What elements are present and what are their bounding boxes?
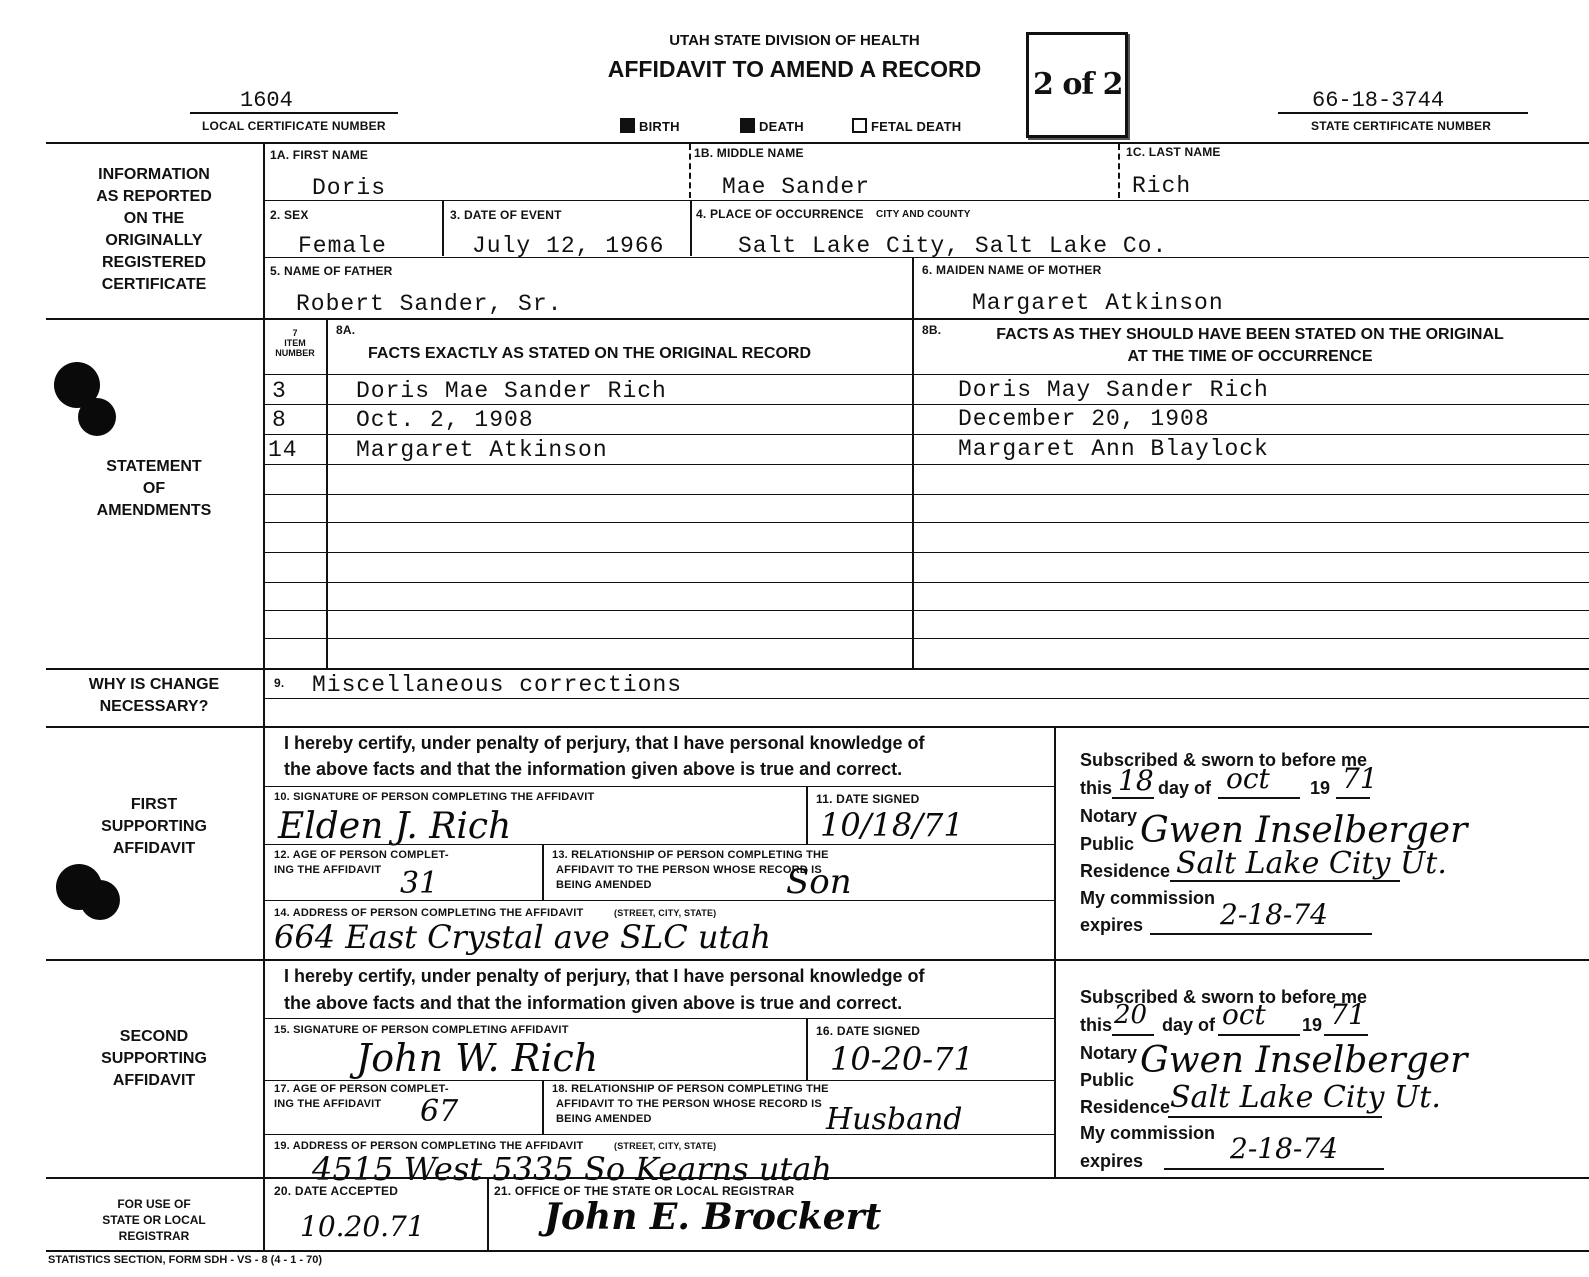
second-age-value: 67	[420, 1094, 459, 1129]
first-signature: Elden J. Rich	[278, 806, 512, 847]
rule	[263, 1018, 1054, 1019]
first-jurat-expires: expires	[1080, 915, 1144, 935]
rule	[263, 257, 1589, 258]
rule	[1218, 1034, 1300, 1036]
second-signature-label: 15. SIGNATURE OF PERSON COMPLETING AFFIDAVIT	[274, 1024, 569, 1036]
sex-value: Female	[298, 233, 387, 259]
first-date-label: 11. DATE SIGNED	[816, 792, 920, 806]
rule	[263, 1134, 1054, 1135]
rule	[487, 1177, 489, 1250]
second-jurat-month: oct	[1222, 998, 1266, 1031]
rule	[46, 1250, 1589, 1252]
rule	[263, 786, 1054, 787]
second-jurat-notary-name: Gwen Inselberger	[1140, 1040, 1468, 1081]
second-jurat-expires: expires	[1080, 1151, 1144, 1171]
last-name-value: Rich	[1132, 173, 1192, 199]
rule	[263, 434, 1589, 435]
checkbox-fetal-label: FETAL DEATH	[871, 119, 962, 134]
first-address-sub-label: (STREET, CITY, STATE)	[614, 908, 717, 918]
first-date-signed: 10/18/71	[820, 806, 964, 844]
second-jurat-this: this	[1080, 1015, 1113, 1035]
first-address-label: 14. ADDRESS OF PERSON COMPLETING THE AFFIDAVIT	[274, 907, 584, 919]
first-jurat-public: Public	[1080, 834, 1135, 854]
table-row-corrected: Doris May Sander Rich	[958, 377, 1269, 403]
second-relationship-label-1: 18. RELATIONSHIP OF PERSON COMPLETING THE	[552, 1083, 829, 1095]
rule	[1054, 726, 1056, 1177]
table-row-original: Margaret Atkinson	[356, 437, 608, 463]
rule	[263, 582, 1589, 583]
certification-line-1: I hereby certify, under penalty of perjury, that I have personal knowledge of	[284, 733, 925, 753]
second-address-label: 19. ADDRESS OF PERSON COMPLETING THE AFFIDAVIT	[274, 1140, 584, 1152]
rule	[1118, 144, 1120, 198]
rule	[263, 200, 1589, 201]
second-jurat-year: 71	[1330, 998, 1366, 1031]
mother-name-value: Margaret Atkinson	[972, 290, 1224, 316]
first-jurat-residence-value: Salt Lake City Ut.	[1176, 846, 1447, 881]
checkbox-birth[interactable]	[620, 118, 680, 134]
second-age-label-1: 17. AGE OF PERSON COMPLET-	[274, 1083, 449, 1095]
rule	[806, 1018, 808, 1080]
form-footer: STATISTICS SECTION, FORM SDH - VS - 8 (4 - 1 - 70)	[48, 1254, 323, 1266]
table-row-corrected: December 20, 1908	[958, 406, 1210, 432]
first-address-value: 664 East Crystal ave SLC utah	[274, 918, 772, 956]
checkbox-birth-label: BIRTH	[639, 119, 680, 134]
section-info-label: INFORMATION AS REPORTED ON THE ORIGINALLY REGISTERED CERTIFICATE	[96, 166, 212, 293]
page-stamp	[1026, 32, 1128, 138]
item-number-num: 7	[292, 328, 298, 338]
place-of-occurrence-label: 4. PLACE OF OCCURRENCE	[696, 207, 864, 221]
first-age-label-2: ING THE AFFIDAVIT	[274, 864, 382, 876]
second-address-sub-label: (STREET, CITY, STATE)	[614, 1141, 717, 1151]
second-date-label: 16. DATE SIGNED	[816, 1024, 921, 1038]
second-signature: John W. Rich	[356, 1036, 599, 1080]
second-jurat-notary: Notary	[1080, 1043, 1138, 1063]
rule	[263, 494, 1589, 495]
first-relationship-label-1: 13. RELATIONSHIP OF PERSON COMPLETING THE	[552, 849, 829, 861]
rule	[46, 726, 1589, 728]
rule	[1170, 880, 1400, 882]
second-jurat-residence-value: Salt Lake City Ut.	[1170, 1080, 1441, 1115]
first-jurat-day-of: day of	[1158, 778, 1212, 798]
rule	[263, 1080, 1054, 1081]
second-jurat-commission: My commission	[1080, 1123, 1216, 1143]
first-relationship-label-2: AFFIDAVIT TO THE PERSON WHOSE RECORD IS	[556, 864, 822, 876]
rule	[46, 318, 1589, 320]
rule	[263, 844, 1054, 845]
last-name-label: 1C. LAST NAME	[1126, 145, 1221, 159]
rule-top	[46, 142, 1589, 144]
first-jurat-year-prefix: 19	[1310, 778, 1331, 798]
date-accepted-value: 10.20.71	[300, 1210, 425, 1243]
col-a-number: 8A.	[336, 323, 356, 337]
rule	[1112, 1034, 1154, 1036]
place-of-occurrence-value: Salt Lake City, Salt Lake Co.	[738, 233, 1168, 259]
local-certificate-label: LOCAL CERTIFICATE NUMBER	[202, 119, 386, 133]
second-jurat-residence: Residence	[1080, 1097, 1171, 1117]
certification-line-1: I hereby certify, under penalty of perjury, that I have personal knowledge of	[284, 966, 925, 986]
sex-label: 2. SEX	[270, 208, 309, 222]
state-certificate-number: 66-18-3744	[1312, 88, 1445, 113]
item-number-header	[266, 328, 324, 358]
first-jurat-this: this	[1080, 778, 1113, 798]
section-amendments-label: STATEMENT OF AMENDMENTS	[96, 458, 212, 519]
rule	[263, 464, 1589, 465]
table-row-corrected: Margaret Ann Blaylock	[958, 436, 1269, 462]
section-registrar-label: FOR USE OF STATE OR LOCAL REGISTRAR	[102, 1197, 206, 1243]
second-jurat-year-prefix: 19	[1302, 1015, 1323, 1035]
first-jurat-commission: My commission	[1080, 888, 1216, 908]
section-second-affidavit-label: SECOND SUPPORTING AFFIDAVIT	[101, 1028, 207, 1089]
second-jurat-day: 20	[1114, 1000, 1148, 1030]
second-jurat-day-of: day of	[1162, 1015, 1216, 1035]
rule	[263, 522, 1589, 523]
first-jurat-expires-value: 2-18-74	[1220, 898, 1328, 931]
rule	[1324, 1034, 1368, 1036]
first-jurat-notary-name: Gwen Inselberger	[1140, 810, 1468, 851]
rule	[46, 1177, 1589, 1179]
rule	[442, 200, 444, 256]
form-title: AFFIDAVIT TO AMEND A RECORD	[607, 56, 982, 82]
rule	[1150, 933, 1372, 935]
checkbox-death-box[interactable]	[740, 118, 755, 133]
checkbox-fetal-box[interactable]	[852, 118, 867, 133]
rule	[263, 552, 1589, 553]
rule	[689, 144, 691, 198]
first-jurat-year: 71	[1342, 762, 1378, 795]
rule	[1164, 1168, 1384, 1170]
rule	[326, 318, 328, 668]
first-relationship-label-3: BEING AMENDED	[556, 879, 652, 891]
rule	[46, 668, 1589, 670]
father-name-value: Robert Sander, Sr.	[296, 291, 563, 317]
registrar-office-label: 21. OFFICE OF THE STATE OR LOCAL REGISTRAR	[494, 1184, 795, 1198]
table-row-item: 14	[268, 437, 298, 463]
section-first-affidavit-label: FIRST SUPPORTING AFFIDAVIT	[101, 796, 207, 857]
col-b-number: 8B.	[922, 323, 942, 337]
rule	[263, 900, 1054, 901]
rule	[1336, 797, 1370, 799]
second-jurat-line-1: Subscribed & sworn to before me	[1080, 987, 1368, 1007]
rule	[263, 698, 1589, 699]
rule	[542, 844, 544, 900]
first-jurat-day: 18	[1118, 764, 1154, 797]
first-relationship-value: Son	[786, 862, 852, 902]
table-row-item: 3	[272, 378, 287, 404]
rule	[806, 786, 808, 844]
second-relationship-value: Husband	[826, 1102, 963, 1137]
table-row-original: Doris Mae Sander Rich	[356, 378, 667, 404]
date-of-event-value: July 12, 1966	[472, 233, 665, 259]
first-jurat-notary: Notary	[1080, 806, 1138, 826]
punch-hole	[78, 398, 116, 436]
second-address-value: 4515 West 5335 So Kearns utah	[312, 1150, 832, 1188]
rule	[1168, 1116, 1382, 1118]
state-certificate-label: STATE CERTIFICATE NUMBER	[1311, 119, 1492, 133]
first-jurat-residence: Residence	[1080, 861, 1171, 881]
mother-name-label: 6. MAIDEN NAME OF MOTHER	[922, 263, 1102, 277]
why-number: 9.	[274, 676, 285, 690]
agency-name: UTAH STATE DIVISION OF HEALTH	[669, 32, 920, 49]
first-jurat-month: oct	[1226, 762, 1270, 795]
middle-name-value: Mae Sander	[722, 174, 871, 200]
first-name-value: Doris	[312, 175, 387, 201]
certification-line-2: the above facts and that the information given above is true and correct.	[284, 759, 903, 779]
registrar-signature: John E. Brockert	[544, 1196, 882, 1238]
first-name-label: 1A. FIRST NAME	[270, 148, 369, 162]
rule	[46, 959, 1589, 961]
father-name-label: 5. NAME OF FATHER	[270, 264, 393, 278]
second-jurat-public: Public	[1080, 1070, 1135, 1090]
rule	[1218, 797, 1300, 799]
stamp-text: 2 of 2	[1033, 67, 1123, 102]
checkbox-death[interactable]	[740, 118, 804, 134]
second-relationship-label-2: AFFIDAVIT TO THE PERSON WHOSE RECORD IS	[556, 1098, 822, 1110]
rule	[263, 638, 1589, 639]
punch-hole	[80, 880, 120, 920]
checkbox-birth-box[interactable]	[620, 118, 635, 133]
place-sub-label: CITY AND COUNTY	[876, 209, 971, 220]
item-number-label: ITEM NUMBER	[275, 338, 315, 358]
first-age-label-1: 12. AGE OF PERSON COMPLET-	[274, 849, 449, 861]
table-row-original: Oct. 2, 1908	[356, 407, 534, 433]
first-jurat-line-1: Subscribed & sworn to before me	[1080, 750, 1368, 770]
rule	[263, 374, 1589, 375]
col-b-title: FACTS AS THEY SHOULD HAVE BEEN STATED ON THE ORIGINAL AT THE TIME OF OCCURRENCE	[996, 326, 1504, 365]
second-jurat-expires-value: 2-18-74	[1230, 1132, 1338, 1165]
local-cert-underline	[190, 112, 398, 114]
rule	[690, 200, 692, 256]
local-certificate-number: 1604	[240, 88, 293, 113]
first-age-value: 31	[400, 866, 439, 901]
date-accepted-label: 20. DATE ACCEPTED	[274, 1184, 399, 1198]
rule	[263, 404, 1589, 405]
rule	[1112, 797, 1154, 799]
rule-left-column	[263, 142, 265, 1250]
second-age-label-2: ING THE AFFIDAVIT	[274, 1098, 382, 1110]
table-row-item: 8	[272, 407, 287, 433]
why-reason-value: Miscellaneous corrections	[312, 672, 683, 698]
date-of-event-label: 3. DATE OF EVENT	[450, 208, 562, 222]
certification-line-2: the above facts and that the information given above is true and correct.	[284, 993, 903, 1013]
rule	[542, 1080, 544, 1134]
state-cert-underline	[1278, 112, 1528, 114]
first-signature-label: 10. SIGNATURE OF PERSON COMPLETING THE AFFIDAVIT	[274, 791, 595, 803]
second-relationship-label-3: BEING AMENDED	[556, 1113, 652, 1125]
checkbox-death-label: DEATH	[759, 119, 804, 134]
checkbox-fetal-death[interactable]	[852, 118, 961, 134]
middle-name-label: 1B. MIDDLE NAME	[694, 146, 804, 160]
rule	[263, 610, 1589, 611]
second-date-signed: 10-20-71	[830, 1040, 974, 1078]
col-a-title: FACTS EXACTLY AS STATED ON THE ORIGINAL RECORD	[368, 345, 811, 362]
section-why-label: WHY IS CHANGE NECESSARY?	[88, 676, 220, 715]
